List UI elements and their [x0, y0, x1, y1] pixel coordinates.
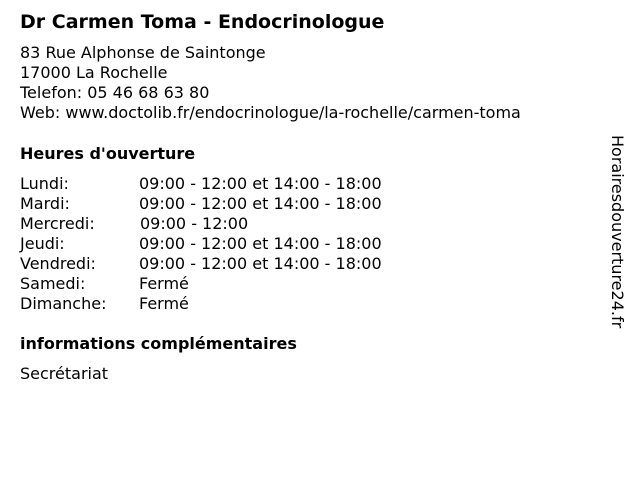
time-value: Fermé	[139, 274, 189, 293]
phone-number: Telefon: 05 46 68 63 80	[20, 83, 210, 102]
page-title: Dr Carmen Toma - Endocrinologue	[20, 11, 385, 33]
day-label: Lundi:	[20, 174, 69, 193]
day-label: Dimanche:	[20, 294, 107, 313]
time-value: 09:00 - 12:00 et 14:00 - 18:00	[139, 194, 382, 213]
street-address: 83 Rue Alphonse de Saintonge	[20, 43, 266, 62]
day-label: Mardi:	[20, 194, 70, 213]
contact-block	[20, 43, 521, 123]
time-value: 09:00 - 12:00 et 14:00 - 18:00	[139, 254, 382, 273]
site-watermark: Horairesdouverture24.fr	[608, 135, 627, 329]
time-value: Fermé	[139, 294, 189, 313]
opening-hours-heading: Heures d'ouverture	[20, 144, 196, 163]
day-label: Jeudi:	[20, 234, 65, 253]
time-value: 09:00 - 12:00 et 14:00 - 18:00	[139, 174, 382, 193]
day-label: Mercredi:	[20, 214, 95, 233]
city-address: 17000 La Rochelle	[20, 63, 168, 82]
website: Web: www.doctolib.fr/endocrinologue/la-rochelle/carmen-toma	[20, 103, 521, 122]
time-value: 09:00 - 12:00 et 14:00 - 18:00	[139, 234, 382, 253]
additional-info-text: Secrétariat	[20, 364, 109, 383]
additional-info-heading: informations complémentaires	[20, 334, 297, 353]
day-label: Vendredi:	[20, 254, 96, 273]
day-label: Samedi:	[20, 274, 86, 293]
time-value: 09:00 - 12:00	[140, 214, 249, 233]
